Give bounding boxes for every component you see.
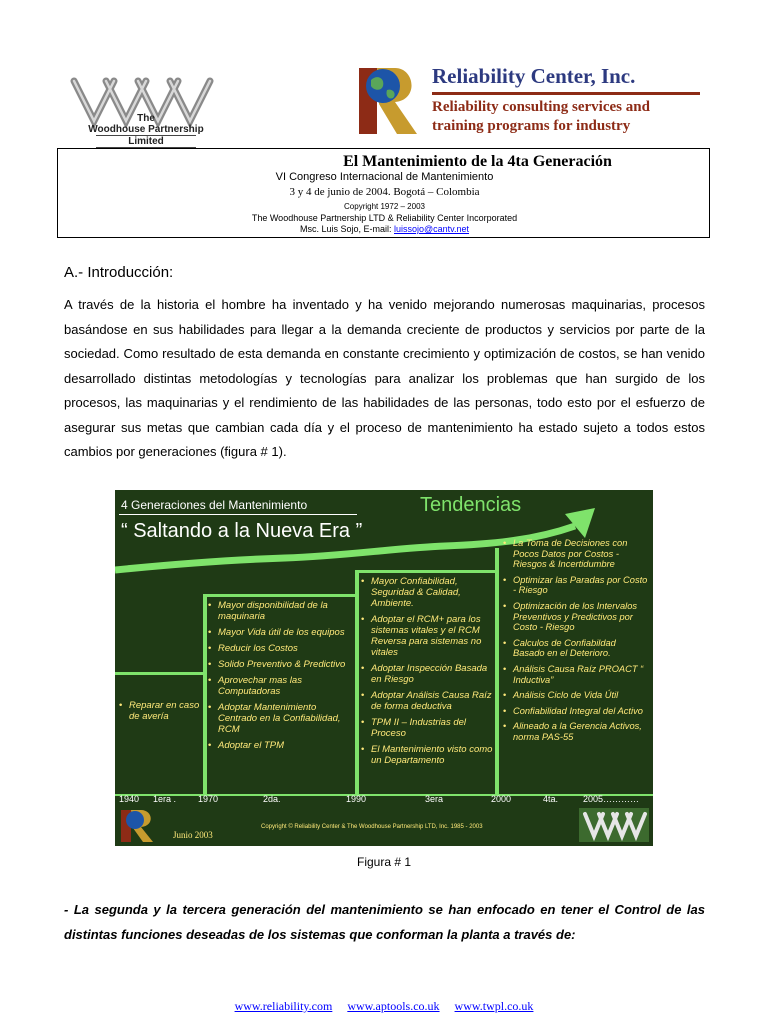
list-item: • Análisis Causa Raíz PROACT “ Inductiva”	[503, 664, 649, 685]
reliability-center-logo	[355, 60, 425, 138]
footer-link-twpl[interactable]: www.twpl.co.uk	[454, 999, 534, 1013]
list-item: • Mayor disponibilidad de la maquinaria	[208, 600, 350, 622]
list-item: • Optimizar las Paradas por Costo - Riesgo	[503, 575, 649, 596]
timeline-label: 4ta.	[543, 794, 559, 804]
timeline-axis	[115, 794, 653, 796]
list-item: • Mayor Vida útil de los equipos	[208, 627, 350, 638]
rc-tagline-line-1: Reliability consulting services and	[432, 99, 650, 115]
figure-date: Junio 2003	[173, 830, 213, 840]
list-item: • Mayor Confiabilidad, Seguridad & Calidad, Ambiente.	[361, 576, 493, 609]
list-item: • Adoptar Mantenimiento Centrado en la Confiabilidad, RCM	[208, 702, 350, 735]
rc-divider	[432, 92, 700, 95]
woodhouse-logo-text-line: Limited	[96, 135, 196, 148]
contact-prefix: Msc. Luis Sojo, E-mail:	[299, 224, 394, 234]
generation-3-line	[355, 570, 495, 573]
footer-link-aptools[interactable]: www.aptools.co.uk	[347, 999, 440, 1013]
timeline-label: 2da.	[263, 794, 281, 804]
woodhouse-logo-text	[66, 113, 226, 148]
list-item: • La Toma de Decisiones con Pocos Datos por Costos - Riesgos & Incertidumbre	[503, 538, 649, 570]
figure-copyright: Copyright © Reliability Center & The Woodhouse Partnership LTD, Inc. 1985 - 2003	[261, 824, 483, 830]
timeline-label: 3era	[425, 794, 444, 804]
list-item: • Adoptar el TPM	[208, 740, 350, 751]
timeline-label: 1era .	[153, 794, 177, 804]
document-title: El Mantenimiento de la 4ta Generación	[343, 153, 612, 170]
list-item: • Optimización de los Intervalos Preventivos y Predictivos por Costo - Riesgo	[503, 601, 649, 633]
footer-links	[0, 999, 768, 1014]
rc-tagline	[432, 98, 722, 136]
generation-1-list	[119, 700, 201, 727]
list-item: • Adoptar Inspección Basada en Riesgo	[361, 663, 493, 685]
conclusion-paragraph: - La segunda y la tercera generación del mantenimiento se han enfocado en tener el Control de las distintas funciones deseadas de los sistemas que conforman la planta a través de:	[64, 902, 705, 942]
figure-header-label: 4 Generaciones del Mantenimiento	[121, 498, 308, 512]
woodhouse-mini-logo	[579, 808, 649, 842]
timeline-label: 1940	[119, 794, 140, 804]
list-item: • Calculos de Confiabildad Basado en el Deterioro.	[503, 638, 649, 659]
list-item: • Aprovechar mas las Computadoras	[208, 675, 350, 697]
generation-3-list	[361, 576, 493, 771]
contact-line	[58, 224, 711, 234]
list-item: • Adoptar Análisis Causa Raíz de forma deductiva	[361, 690, 493, 712]
generation-1-line	[115, 672, 205, 675]
generation-2-list	[208, 600, 350, 756]
generations-figure	[115, 490, 653, 846]
list-item: • Reparar en caso de avería	[119, 700, 201, 722]
companies-line: The Woodhouse Partnership LTD & Reliability Center Incorporated	[251, 213, 518, 223]
copyright-years: Copyright 1972 – 2003	[344, 202, 425, 211]
title-box	[57, 148, 710, 238]
figure-caption: Figura # 1	[356, 855, 412, 869]
list-item: • Confiabilidad Integral del Activo	[503, 706, 649, 717]
section-title: A.- Introducción:	[64, 264, 174, 281]
email-link[interactable]: luissojo@cantv.net	[394, 224, 470, 234]
list-item: • Solido Preventivo & Predictivo	[208, 659, 350, 670]
generation-2-riser	[203, 594, 207, 796]
timeline-label: 2000	[491, 794, 512, 804]
list-item: • Análisis Ciclo de Vida Útil	[503, 690, 649, 701]
timeline-label: 1970	[198, 794, 219, 804]
list-item: • El Mantenimiento visto como un Departamento	[361, 744, 493, 766]
timeline-label: 1990	[346, 794, 367, 804]
generation-3-riser	[355, 570, 359, 796]
figure-slogan: “ Saltando a la Nueva Era ”	[121, 520, 363, 542]
generation-4-list	[503, 538, 649, 748]
event-dates: 3 y 4 de junio de 2004. Bogotá – Colombia	[289, 186, 480, 198]
timeline-label: 2005…………	[583, 794, 640, 804]
list-item: • TPM II – Industrias del Proceso	[361, 717, 493, 739]
intro-paragraph: A través de la historia el hombre ha inventado y ha venido mejorando numerosas maquinarias, procesos basándose en sus habilidades para llegar a la demanda creciente de productos y servicios por parte de la sociedad. Como resultado de esta demanda en constante crecimiento y optimización de costos, se han venido desarrollado distintas metodologías y tecnologías para analizar los problemas que han surgido de los procesos, las maquinarias y el rendimiento de las habilidades de las personas, todo esto por el esfuerzo de asegurar sus metas que cambian cada día y el proceso de mantenimiento ha estado sujeto a todos estos cambios por generaciones (figura # 1).	[64, 297, 705, 459]
generation-4-riser	[495, 548, 499, 796]
trend-label: Tendencias	[420, 494, 522, 516]
woodhouse-logo-text-line: The	[137, 113, 155, 124]
list-item: • Reducir los Costos	[208, 643, 350, 654]
reliability-center-mini-logo	[119, 808, 165, 844]
list-item: • Alineado a la Gerencia Activos, norma PAS-55	[503, 721, 649, 742]
rc-company-name: Reliability Center, Inc.	[432, 64, 636, 88]
generation-2-line	[203, 594, 355, 597]
congress-name: VI Congreso Internacional de Mantenimiento	[275, 171, 494, 183]
list-item: • Adoptar el RCM+ para los sistemas vitales y el RCM Reversa para sistemas no vitales	[361, 614, 493, 658]
footer-link-reliability[interactable]: www.reliability.com	[234, 999, 333, 1013]
rc-tagline-line-2: training programs for industry	[432, 118, 631, 134]
woodhouse-logo-text-line: Woodhouse Partnership	[88, 124, 204, 135]
